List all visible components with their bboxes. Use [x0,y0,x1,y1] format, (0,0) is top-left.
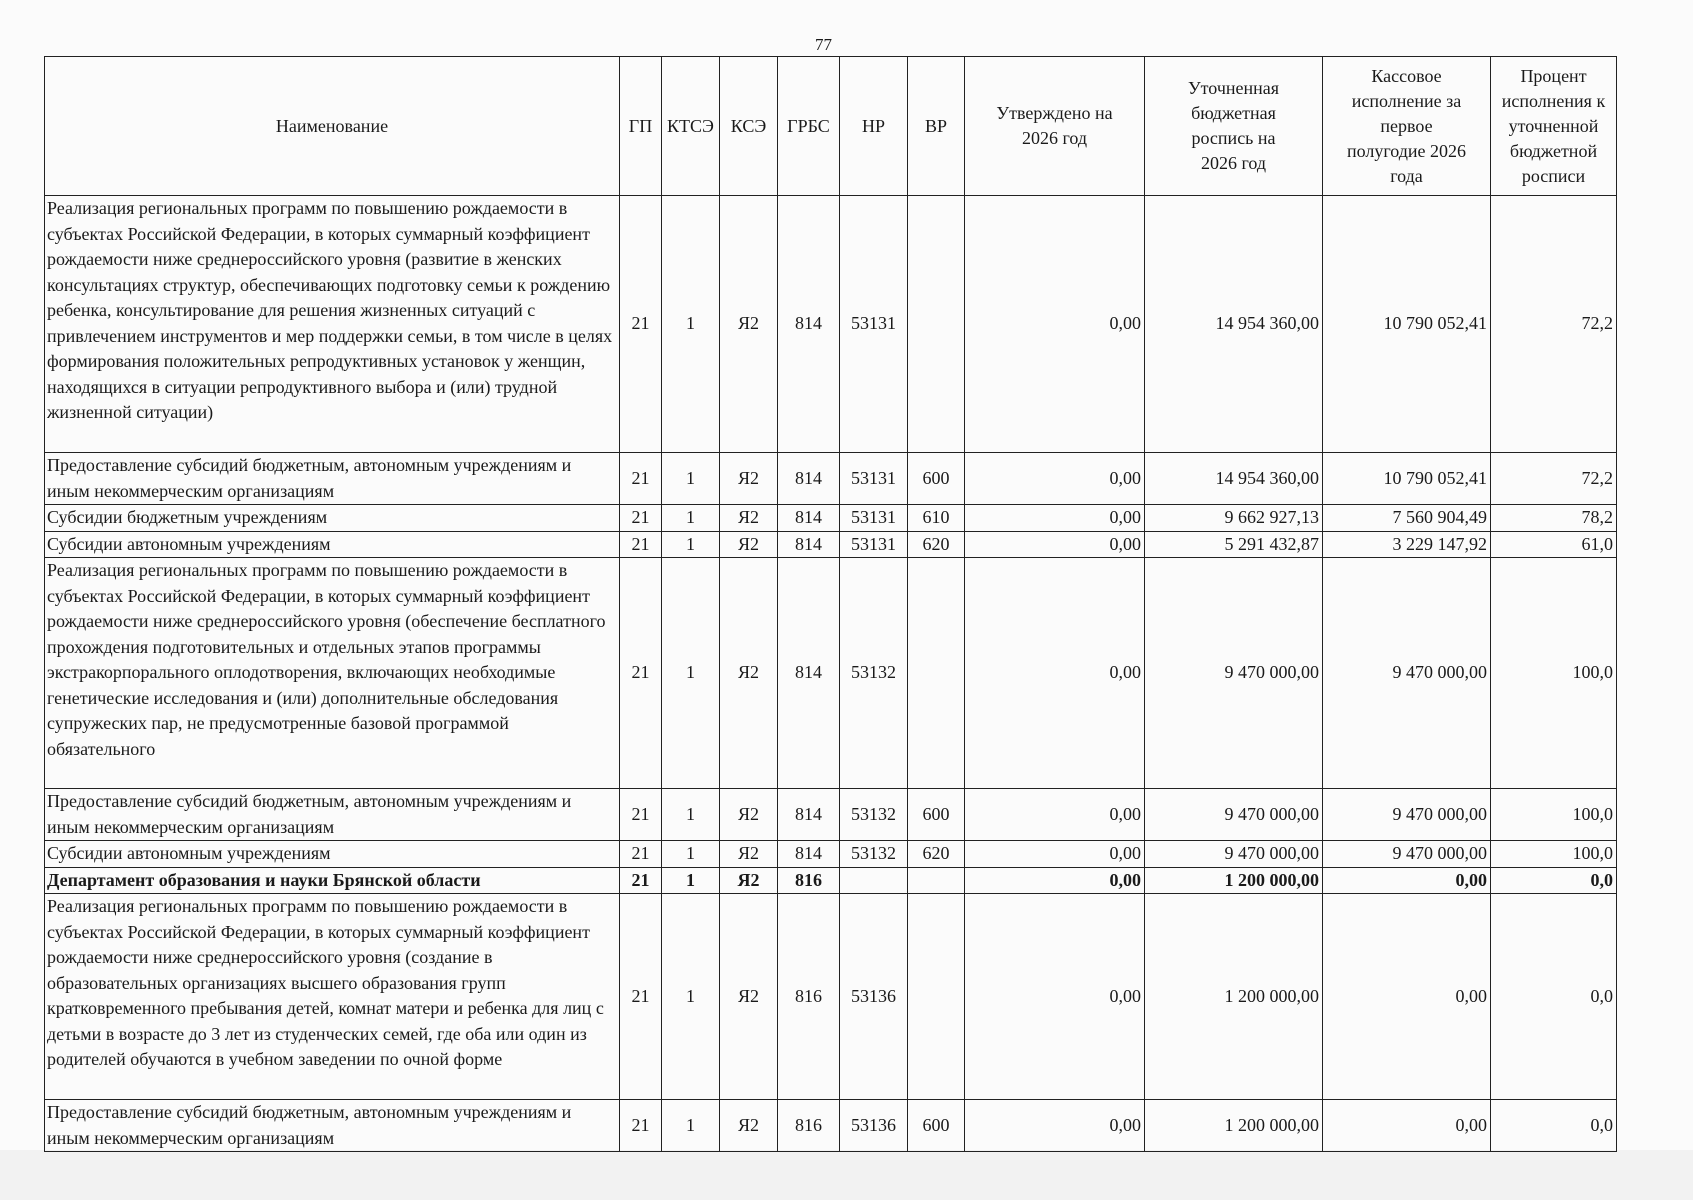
col-header-grbs: ГРБС [778,57,840,196]
cell-refined: 14 954 360,00 [1145,196,1323,453]
table-row [45,894,1617,1100]
col-header-vr: ВР [908,57,965,196]
budget-table-container [44,56,1617,1152]
cell-grbs: 814 [778,841,840,868]
cell-grbs: 814 [778,505,840,532]
col-header-ktse: КТСЭ [662,57,720,196]
cell-grbs: 814 [778,196,840,453]
cell-ktse: 1 [662,841,720,868]
col-header-cash: Кассовое исполнение за первое полугодие 2026 года [1323,57,1491,196]
cell-cash: 0,00 [1323,867,1491,894]
cell-gp: 21 [620,196,662,453]
cell-nr: 53132 [840,789,908,841]
cell-refined: 9 470 000,00 [1145,841,1323,868]
cell-kse: Я2 [720,531,778,558]
cell-percent: 78,2 [1491,505,1617,532]
cell-approved: 0,00 [965,867,1145,894]
cell-gp: 21 [620,789,662,841]
cell-vr [908,558,965,789]
col-header-percent: Процент исполнения к уточненной бюджетной росписи [1491,57,1617,196]
cell-vr: 600 [908,1100,965,1152]
cell-vr: 600 [908,789,965,841]
cell-cash: 10 790 052,41 [1323,196,1491,453]
cell-vr: 610 [908,505,965,532]
scan-bottom-edge [0,1150,1693,1200]
cell-refined: 1 200 000,00 [1145,1100,1323,1152]
cell-cash: 0,00 [1323,1100,1491,1152]
cell-vr [908,196,965,453]
cell-kse: Я2 [720,894,778,1100]
col-header-approved: Утверждено на 2026 год [965,57,1145,196]
cell-kse: Я2 [720,505,778,532]
cell-kse: Я2 [720,453,778,505]
cell-percent: 0,0 [1491,894,1617,1100]
header-row [45,57,1617,196]
cell-refined: 1 200 000,00 [1145,867,1323,894]
cell-name: Субсидии бюджетным учреждениям [45,505,620,532]
cell-ktse: 1 [662,531,720,558]
cell-name: Предоставление субсидий бюджетным, автономным учреждениям и иным некоммерческим организациям [45,789,620,841]
cell-kse: Я2 [720,867,778,894]
cell-percent: 100,0 [1491,789,1617,841]
cell-refined: 9 470 000,00 [1145,558,1323,789]
cell-refined: 9 662 927,13 [1145,505,1323,532]
cell-kse: Я2 [720,841,778,868]
page-number: 77 [815,35,832,54]
cell-gp: 21 [620,894,662,1100]
cell-nr: 53132 [840,558,908,789]
cell-gp: 21 [620,505,662,532]
cell-grbs: 816 [778,894,840,1100]
cell-nr [840,867,908,894]
cell-nr: 53131 [840,531,908,558]
cell-nr: 53132 [840,841,908,868]
cell-percent: 100,0 [1491,558,1617,789]
table-row [45,505,1617,532]
cell-name: Предоставление субсидий бюджетным, автономным учреждениям и иным некоммерческим организациям [45,1100,620,1152]
cell-approved: 0,00 [965,1100,1145,1152]
cell-gp: 21 [620,558,662,789]
cell-ktse: 1 [662,894,720,1100]
cell-percent: 72,2 [1491,453,1617,505]
cell-approved: 0,00 [965,531,1145,558]
cell-approved: 0,00 [965,505,1145,532]
cell-cash: 9 470 000,00 [1323,558,1491,789]
col-header-name: Наименование [45,57,620,196]
cell-name: Субсидии автономным учреждениям [45,841,620,868]
cell-grbs: 816 [778,1100,840,1152]
cell-percent: 0,0 [1491,867,1617,894]
table-row [45,531,1617,558]
cell-grbs: 814 [778,453,840,505]
cell-ktse: 1 [662,867,720,894]
cell-grbs: 814 [778,558,840,789]
cell-percent: 72,2 [1491,196,1617,453]
cell-percent: 0,0 [1491,1100,1617,1152]
cell-gp: 21 [620,867,662,894]
cell-name: Предоставление субсидий бюджетным, автономным учреждениям и иным некоммерческим организациям [45,453,620,505]
cell-gp: 21 [620,841,662,868]
cell-approved: 0,00 [965,196,1145,453]
cell-kse: Я2 [720,1100,778,1152]
cell-grbs: 814 [778,531,840,558]
cell-refined: 14 954 360,00 [1145,453,1323,505]
cell-cash: 0,00 [1323,894,1491,1100]
cell-ktse: 1 [662,789,720,841]
cell-approved: 0,00 [965,841,1145,868]
cell-cash: 9 470 000,00 [1323,789,1491,841]
cell-cash: 7 560 904,49 [1323,505,1491,532]
cell-vr: 620 [908,841,965,868]
cell-gp: 21 [620,531,662,558]
cell-nr: 53131 [840,505,908,532]
cell-approved: 0,00 [965,558,1145,789]
table-row [45,558,1617,789]
cell-ktse: 1 [662,1100,720,1152]
cell-ktse: 1 [662,505,720,532]
col-header-refined: Уточненная бюджетная роспись на 2026 год [1145,57,1323,196]
cell-gp: 21 [620,453,662,505]
cell-cash: 10 790 052,41 [1323,453,1491,505]
cell-cash: 9 470 000,00 [1323,841,1491,868]
cell-kse: Я2 [720,789,778,841]
col-header-gp: ГП [620,57,662,196]
cell-percent: 100,0 [1491,841,1617,868]
table-row [45,789,1617,841]
table-row [45,453,1617,505]
budget-execution-table [44,56,1617,1152]
table-row [45,196,1617,453]
cell-vr: 620 [908,531,965,558]
cell-nr: 53131 [840,453,908,505]
cell-nr: 53131 [840,196,908,453]
col-header-kse: КСЭ [720,57,778,196]
cell-gp: 21 [620,1100,662,1152]
cell-refined: 5 291 432,87 [1145,531,1323,558]
table-row [45,1100,1617,1152]
cell-vr: 600 [908,453,965,505]
cell-nr: 53136 [840,1100,908,1152]
cell-ktse: 1 [662,196,720,453]
cell-ktse: 1 [662,453,720,505]
cell-grbs: 814 [778,789,840,841]
cell-approved: 0,00 [965,453,1145,505]
cell-kse: Я2 [720,196,778,453]
cell-percent: 61,0 [1491,531,1617,558]
cell-refined: 1 200 000,00 [1145,894,1323,1100]
cell-name: Реализация региональных программ по повышению рождаемости в субъектах Российской Федерации, в которых суммарный коэффициент рождаемости ниже среднероссийского уровня (развитие в женских консультациях структур, обеспечивающих подготовку семьи к рождению ребенка, консультирование для решения жизненных ситуаций с привлечением инструментов и мер поддержки семьи, в том числе в целях формирования положительных репродуктивных установок у женщин, находящихся в ситуации репродуктивного выбора и (или) трудной жизненной ситуации) [45,196,620,453]
cell-name: Департамент образования и науки Брянской области [45,867,620,894]
cell-name: Субсидии автономным учреждениям [45,531,620,558]
cell-nr: 53136 [840,894,908,1100]
cell-refined: 9 470 000,00 [1145,789,1323,841]
cell-vr [908,867,965,894]
cell-approved: 0,00 [965,894,1145,1100]
cell-approved: 0,00 [965,789,1145,841]
cell-cash: 3 229 147,92 [1323,531,1491,558]
col-header-nr: НР [840,57,908,196]
cell-name: Реализация региональных программ по повышению рождаемости в субъектах Российской Федерации, в которых суммарный коэффициент рождаемости ниже среднероссийского уровня (обеспечение бесплатного прохождения подготовительных и отдельных этапов программы экстракорпорального оплодотворения, включающих необходимые генетические исследования и (или) дополнительные обследования супружеских пар, не предусмотренные базовой программой обязательного [45,558,620,789]
cell-kse: Я2 [720,558,778,789]
cell-ktse: 1 [662,558,720,789]
cell-vr [908,894,965,1100]
table-row [45,841,1617,868]
cell-name: Реализация региональных программ по повышению рождаемости в субъектах Российской Федерации, в которых суммарный коэффициент рождаемости ниже среднероссийского уровня (создание в образовательных организациях высшего образования групп кратковременного пребывания детей, комнат матери и ребенка для лиц с детьми в возрасте до 3 лет из студенческих семей, где оба или один из родителей обучаются в учебном заведении по очной форме [45,894,620,1100]
table-row-department [45,867,1617,894]
cell-grbs: 816 [778,867,840,894]
